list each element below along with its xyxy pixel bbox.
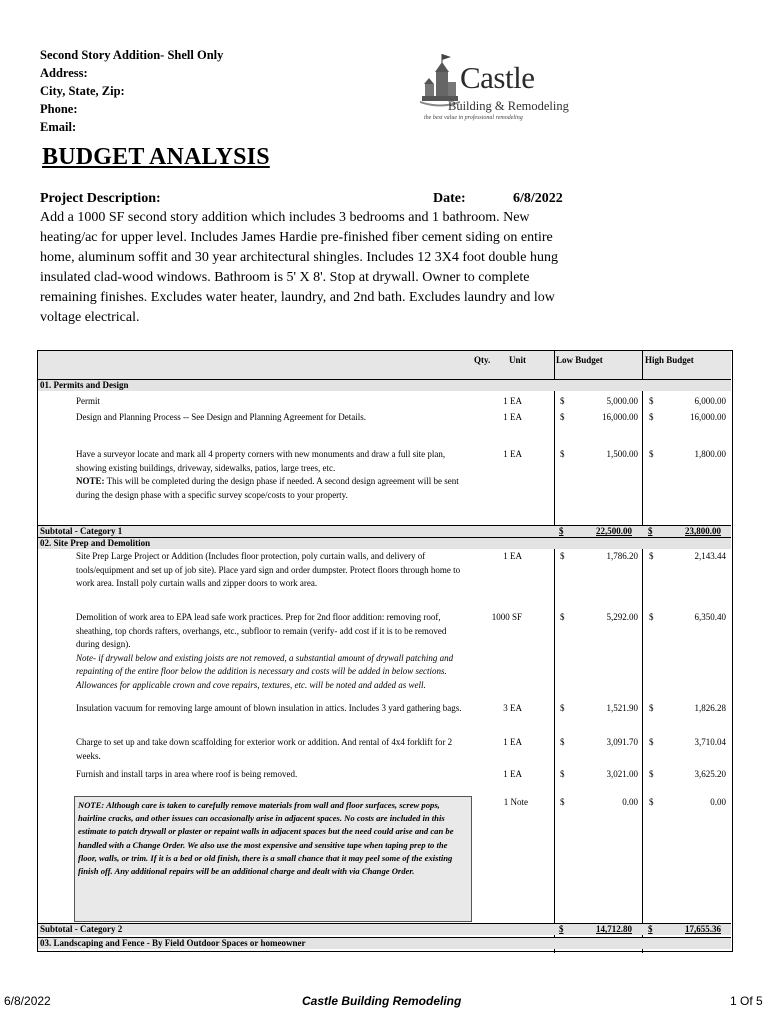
line-item-qty: 1 EA	[503, 396, 522, 406]
header-project-name: Second Story Addition- Shell Only	[40, 48, 224, 62]
footer-page-number: 1 Of 5	[730, 994, 763, 1008]
line-item-low: 5,292.00	[606, 612, 638, 622]
line-item-low: 1,521.90	[606, 703, 638, 713]
category-header: 01. Permits and Design	[38, 379, 731, 391]
col-header-qty: Qty.	[474, 355, 491, 365]
currency-symbol: $	[648, 526, 653, 536]
subtotal-low: 22,500.00	[596, 526, 632, 536]
budget-table	[37, 350, 733, 952]
castle-logo	[416, 52, 569, 126]
grid-line	[642, 351, 643, 953]
subtotal-label: Subtotal - Category 2	[40, 924, 123, 934]
header-email: Email:	[40, 120, 77, 134]
header-address: Address:	[40, 66, 88, 80]
currency-symbol: $	[649, 551, 654, 561]
demolition-note: Note- if drywall below and existing joists are not removed, a substantial amount of drywall patching and repainting of the entire floor below the addition is necessary and costs will be added in below sections. Allowances for applicable crown and cove repairs, textures, etc. will be noted and added as well.	[76, 652, 454, 690]
line-item-low: 1,786.20	[606, 551, 638, 561]
date-label: Date:	[433, 191, 466, 206]
currency-symbol: $	[648, 924, 653, 934]
survey-text: Have a surveyor locate and mark all 4 property corners with new monuments and draw a full site plan, showing existing buildings, driveway, sidewalks, patios, large trees, etc.	[76, 449, 446, 473]
line-item-high: 16,000.00	[690, 412, 726, 422]
line-item-qty: 1 EA	[503, 412, 522, 422]
currency-symbol: $	[649, 412, 654, 422]
footer-date: 6/8/2022	[4, 994, 51, 1008]
currency-symbol: $	[560, 612, 565, 622]
note-label: NOTE:	[76, 476, 105, 486]
line-item-qty: 1 EA	[503, 449, 522, 459]
currency-symbol: $	[649, 769, 654, 779]
currency-symbol: $	[649, 449, 654, 459]
line-item-low: 16,000.00	[602, 412, 638, 422]
line-item-low: 3,021.00	[606, 769, 638, 779]
line-item-description: Charge to set up and take down scaffolding for exterior work or addition. And rental of 4x4 forklift for 2 weeks.	[76, 737, 453, 761]
demolition-text: Demolition of work area to EPA lead safe work practices. Prep for 2nd floor addition: removing roof, sheathing, top chords rafters, overhangs, etc., subfloor to remain (verify- add cost if it is to be removed during design).	[76, 612, 447, 649]
line-item-high: 3,710.04	[694, 737, 726, 747]
line-item-qty: 1 EA	[503, 769, 522, 779]
subtotal-high: 23,800.00	[685, 526, 721, 536]
currency-symbol: $	[649, 396, 654, 406]
line-item-description: Insulation vacuum for removing large amount of blown insulation in attics. Includes 3 yard gathering bags.	[76, 703, 462, 713]
project-description-label: Project Description:	[40, 191, 161, 206]
line-item-qty: 1 EA	[503, 737, 522, 747]
line-item-qty: 3 EA	[503, 703, 522, 713]
line-item-high: 2,143.44	[694, 551, 726, 561]
currency-symbol: $	[560, 703, 565, 713]
currency-symbol: $	[560, 769, 565, 779]
header-phone: Phone:	[40, 102, 78, 116]
currency-symbol: $	[560, 797, 565, 807]
line-item-high: 3,625.20	[694, 769, 726, 779]
currency-symbol: $	[560, 737, 565, 747]
subtotal-row	[38, 525, 731, 537]
survey-note: This will be completed during the design phase if needed. A second design agreement will be sent during the design phase with a specific survey scope/costs to your property.	[76, 476, 459, 500]
subtotal-high: 17,655.36	[685, 924, 721, 934]
currency-symbol: $	[649, 737, 654, 747]
line-item-description	[76, 448, 471, 502]
project-description: Add a 1000 SF second story addition which includes 3 bedrooms and 1 bathroom. New heating/ac for upper level. Includes James Hardie pre-finished fiber cement siding on entire home, aluminum soffit and 30 year architectural shingles. Includes 12 3X4 foot double hung insulated clad-wood windows. Bathroom is 5' X 8'. Stop at drywall. Owner to complete remaining finishes. Excludes water heater, laundry, and 2nd bath. Excludes laundry and low voltage electrical.	[40, 210, 559, 325]
currency-symbol: $	[559, 924, 564, 934]
line-item-high: 6,000.00	[694, 396, 726, 406]
currency-symbol: $	[649, 612, 654, 622]
col-header-high: High Budget	[645, 355, 694, 365]
currency-symbol: $	[649, 797, 654, 807]
line-item-description	[76, 611, 470, 692]
line-item-description: Design and Planning Process -- See Design and Planning Agreement for Details.	[76, 412, 366, 422]
currency-symbol: $	[560, 396, 565, 406]
line-item-high: 1,800.00	[694, 449, 726, 459]
damage-disclaimer-note: NOTE: Although care is taken to carefully remove materials from wall and floor surfaces, screw pops, hairline cracks, and other issues can occasionally arise in adjacent spaces. No costs are included in this estimate to patch drywall or plaster or repaint walls in adjacent spaces but the need could arise and can be handled with a Change Order. We also use the most expensive and sensitive tape when taping prep to the floor, walls, or trim. If it is a bed or old finish, there is a small chance that it may peel some of the existing finish off. Any additional repairs will be an additional charge and dealt with via Change Order.	[74, 796, 472, 922]
currency-symbol: $	[559, 526, 564, 536]
line-item-high: 1,826.28	[694, 703, 726, 713]
line-item-high: 0.00	[710, 797, 726, 807]
currency-symbol: $	[560, 449, 565, 459]
line-item-description: Furnish and install tarps in area where roof is being removed.	[76, 769, 298, 779]
col-header-low: Low Budget	[556, 355, 603, 365]
footer-company: Castle Building Remodeling	[302, 994, 462, 1008]
subtotal-row	[38, 923, 731, 935]
subtotal-label: Subtotal - Category 1	[40, 526, 123, 536]
logo-subtitle: Building & Remodeling	[448, 99, 569, 113]
logo-tagline: the best value in professional remodeling	[424, 115, 523, 121]
line-item-low: 5,000.00	[606, 396, 638, 406]
line-item-qty: 1000 SF	[491, 612, 522, 622]
line-item-low: 3,091.70	[606, 737, 638, 747]
line-item-qty: 1 EA	[503, 551, 522, 561]
currency-symbol: $	[560, 412, 565, 422]
line-item-high: 6,350.40	[694, 612, 726, 622]
line-item-description: Permit	[76, 396, 100, 406]
line-item-description: Site Prep Large Project or Addition (Includes floor protection, poly curtain walls, and delivery of tools/equipment and set up of job site). Place yard sign and order dumpster. Protect floors through home to work area. Install poly curtain walls and zipper doors to work area.	[76, 551, 461, 588]
line-item-low: 0.00	[622, 797, 638, 807]
line-item-qty: 1 Note	[503, 797, 528, 807]
header-city: City, State, Zip:	[40, 84, 125, 98]
col-header-unit: Unit	[509, 355, 527, 365]
page-title: BUDGET ANALYSIS	[42, 144, 270, 170]
category-header: 02. Site Prep and Demolition	[38, 537, 731, 549]
subtotal-low: 14,712.80	[596, 924, 632, 934]
logo-wordmark: Castle	[460, 60, 535, 95]
currency-symbol: $	[560, 551, 565, 561]
currency-symbol: $	[649, 703, 654, 713]
date-value: 6/8/2022	[513, 191, 563, 206]
table-header	[38, 351, 731, 379]
category-header: 03. Landscaping and Fence - By Field Outdoor Spaces or homeowner	[38, 937, 731, 949]
grid-line	[554, 351, 555, 953]
line-item-low: 1,500.00	[606, 449, 638, 459]
